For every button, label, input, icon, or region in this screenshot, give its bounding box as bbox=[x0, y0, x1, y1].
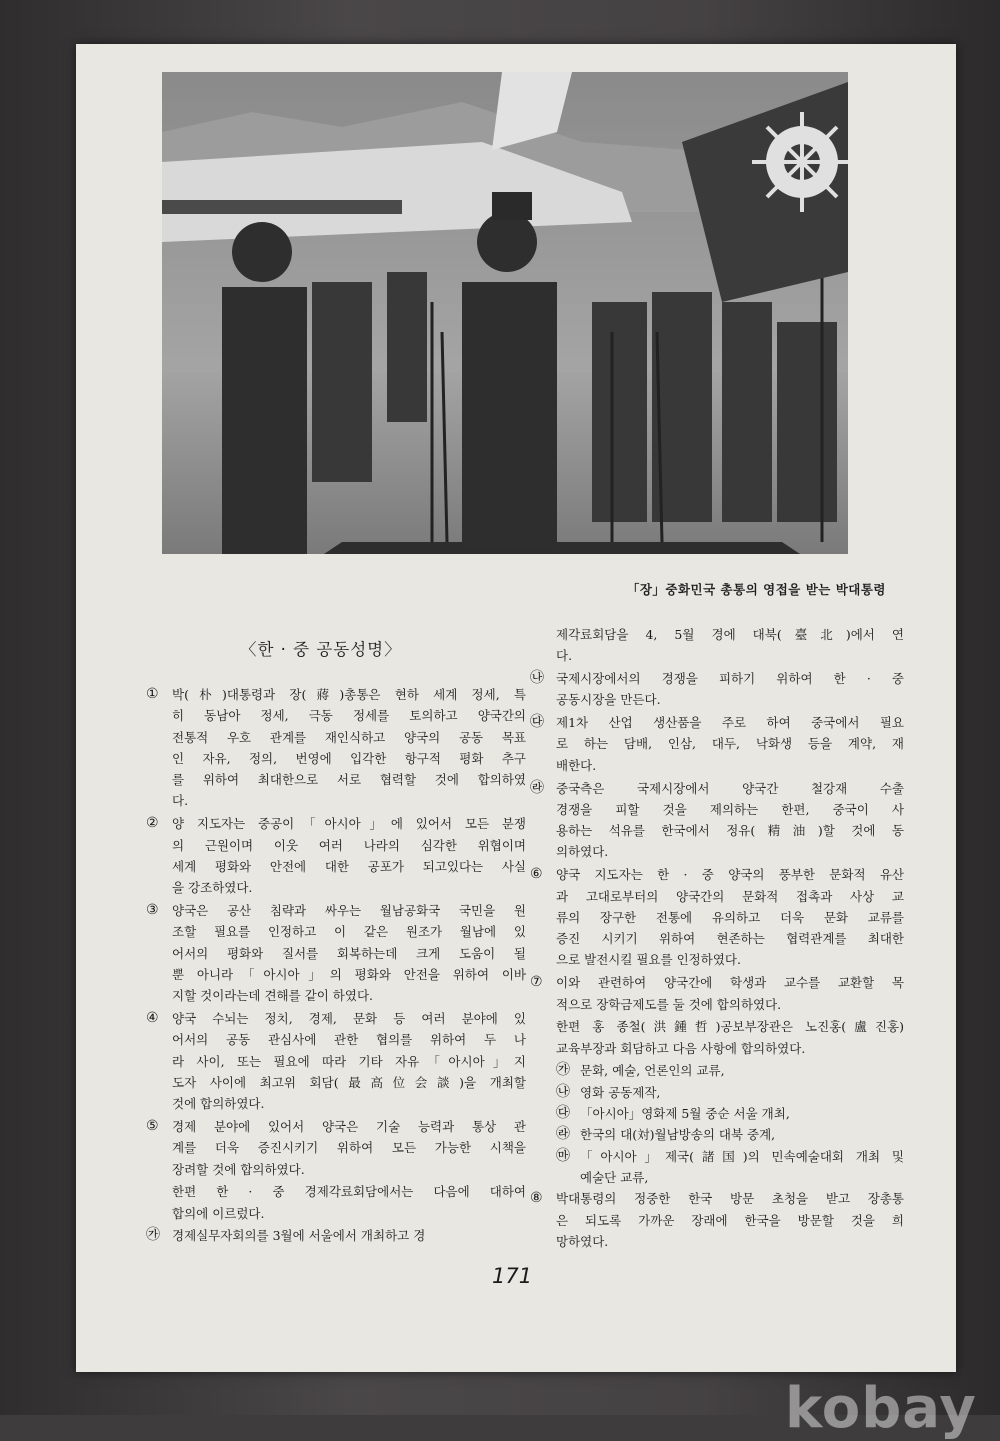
paragraph-text bbox=[172, 1116, 526, 1180]
paragraph-text bbox=[172, 1008, 526, 1114]
text-line: 증진 시키기 위하여 현존하는 협력관계를 최대한 bbox=[556, 931, 904, 947]
text-line: 「아시아」영화제 5월 중순 서울 개최, bbox=[580, 1106, 790, 1122]
paragraph-marker: ㉱ bbox=[556, 1126, 570, 1143]
text-line: 로 하는 담배, 인삼, 대두, 낙화생 등을 계약, 재 bbox=[556, 736, 904, 752]
text-line: 조할 필요를 인정하고 이 같은 원조가 월남에 있 bbox=[172, 924, 526, 940]
paragraph bbox=[530, 1082, 904, 1103]
paragraph-text bbox=[556, 778, 904, 863]
paragraph-marker: ㉰ bbox=[556, 1105, 570, 1122]
paragraph-text bbox=[580, 1124, 904, 1145]
page-number: 171 bbox=[492, 1264, 533, 1288]
text-line: 이와 관련하여 양국간에 학생과 교수를 교환할 목 bbox=[556, 975, 904, 991]
text-line: 인 자유, 정의, 번영에 입각한 항구적 평화 추구 bbox=[172, 750, 526, 766]
paragraph-marker: ⑤ bbox=[146, 1117, 159, 1134]
paragraph bbox=[146, 1225, 526, 1246]
paragraph-marker: ㉮ bbox=[146, 1227, 160, 1244]
text-line: 공동시장을 만든다. bbox=[556, 692, 661, 708]
paragraph-text bbox=[172, 813, 526, 898]
left-column bbox=[146, 684, 526, 1248]
text-line: 은 되도록 가까운 장래에 한국을 방문할 것을 희 bbox=[556, 1212, 904, 1228]
paragraph-text bbox=[556, 668, 904, 711]
text-line: 양 지도자는 중공이「아시아」에 있어서 모든 분쟁 bbox=[172, 816, 526, 832]
text-line: 의 근원이며 이웃 여러 나라의 심각한 위협이며 bbox=[172, 837, 526, 853]
text-line: 제1차 산업 생산품을 주로 하여 중국에서 필요 bbox=[556, 715, 904, 731]
paragraph-text bbox=[556, 864, 904, 970]
paragraph-text bbox=[556, 972, 904, 1015]
text-line: 예술단 교류, bbox=[580, 1169, 649, 1185]
paragraph-text bbox=[580, 1060, 904, 1081]
paragraph-marker: ⑦ bbox=[530, 974, 543, 991]
statement-heading: 〈한 · 중 공동성명〉 bbox=[240, 640, 402, 659]
text-line: 계를 더욱 증진시키기 위하여 모든 가능한 시책을 bbox=[172, 1140, 526, 1156]
paragraph-marker: ③ bbox=[146, 901, 159, 918]
paragraph bbox=[530, 668, 904, 711]
text-line: 것에 합의하였다. bbox=[172, 1096, 265, 1112]
text-line: 경쟁을 피할 것을 제의하는 한편, 중국이 사 bbox=[556, 801, 904, 817]
text-line: 양국 수뇌는 정치, 경제, 문화 등 여러 분야에 있 bbox=[172, 1010, 526, 1026]
paragraph-marker: ㉱ bbox=[530, 779, 544, 796]
text-line: 국제시장에서의 경쟁을 피하기 위하여 한 · 중 bbox=[556, 671, 904, 687]
paragraph bbox=[530, 972, 904, 1015]
paragraph bbox=[146, 900, 526, 1006]
text-line: 영화 공동제작, bbox=[580, 1084, 661, 1100]
text-line: 라 사이, 또는 필요에 따라 기타 자유「아시아」지 bbox=[172, 1053, 526, 1069]
text-line: 뿐 아니라「아시아」의 평화와 안전을 위하여 이바 bbox=[172, 966, 526, 982]
photo-caption: 「장」중화민국 총통의 영접을 받는 박대통령 bbox=[626, 582, 886, 597]
paragraph bbox=[530, 624, 904, 667]
paragraph-marker: ② bbox=[146, 815, 159, 832]
paragraph bbox=[146, 1008, 526, 1114]
text-line: 한편 한 · 중 경제각료회담에서는 다음에 대하여 bbox=[172, 1184, 526, 1200]
paragraph bbox=[146, 813, 526, 898]
paragraph-text bbox=[172, 1181, 526, 1224]
text-line: 를 위하여 최대한으로 서로 협력할 것에 합의하였 bbox=[172, 772, 526, 788]
paragraph bbox=[530, 864, 904, 970]
text-line: 의하였다. bbox=[556, 844, 609, 860]
text-line: 경제 분야에 있어서 양국은 기술 능력과 통상 관 bbox=[172, 1118, 526, 1134]
right-column bbox=[530, 624, 904, 1254]
text-line: 양국은 공산 침략과 싸우는 월남공화국 국민을 원 bbox=[172, 902, 526, 918]
text-line: 으로 발전시킬 필요를 인정하였다. bbox=[556, 952, 741, 968]
text-line: 배한다. bbox=[556, 757, 597, 773]
ceremony-photo bbox=[162, 72, 848, 554]
text-line: 제각료회담을 4, 5월 경에 대북(臺北)에서 연 bbox=[556, 627, 904, 642]
text-line: 교육부장과 회담하고 다음 사항에 합의하였다. bbox=[556, 1040, 806, 1056]
text-line: 지할 것이라는데 견해를 같이 하였다. bbox=[172, 988, 373, 1004]
paragraph-marker: ㉰ bbox=[530, 714, 544, 731]
text-line: 박대통령의 정중한 한국 방문 초청을 받고 장총통 bbox=[556, 1191, 904, 1207]
paragraph-text bbox=[556, 712, 904, 776]
paragraph-text bbox=[556, 624, 904, 667]
text-line: 류의 장구한 전통에 유의하고 더욱 문화 교류를 bbox=[556, 909, 904, 925]
text-line: 「아시아」제국(諸国)의 민속예술대회 개최 및 bbox=[580, 1148, 904, 1164]
paragraph-marker: ㉯ bbox=[530, 670, 544, 687]
text-line: 경제실무자회의를 3월에 서울에서 개최하고 경 bbox=[172, 1228, 426, 1244]
paragraph bbox=[530, 778, 904, 863]
paragraph-marker: ㉲ bbox=[556, 1147, 570, 1164]
paragraph-text bbox=[172, 684, 526, 812]
paragraph bbox=[530, 1188, 904, 1252]
text-line: 도자 사이에 최고위 회담(最高位会談)을 개최할 bbox=[172, 1074, 526, 1090]
paragraph bbox=[530, 1016, 904, 1059]
paragraph-text bbox=[580, 1146, 904, 1189]
paragraph bbox=[530, 1146, 904, 1189]
text-line: 다. bbox=[556, 648, 573, 664]
text-line: 문화, 예술, 언론인의 교류, bbox=[580, 1063, 725, 1079]
watermark-logo: kobay bbox=[785, 1376, 977, 1441]
text-line: 히 동남아 정세, 극동 정세를 토의하고 양국간의 bbox=[172, 708, 526, 724]
text-line: 한국의 대(対)월남방송의 대북 중계, bbox=[580, 1127, 776, 1143]
text-line: 용하는 석유를 한국에서 정유(精油)할 것에 동 bbox=[556, 823, 904, 839]
paragraph-text bbox=[556, 1016, 904, 1059]
text-line: 세계 평화와 안전에 대한 공포가 되고있다는 사실 bbox=[172, 858, 526, 874]
document-page bbox=[76, 44, 956, 1372]
text-line: 어서의 평화와 질서를 회복하는데 크게 도움이 될 bbox=[172, 945, 526, 961]
text-line: 장려할 것에 합의하였다. bbox=[172, 1161, 305, 1177]
text-line: 과 고대로부터의 양국간의 문화적 접촉과 사상 교 bbox=[556, 888, 904, 904]
paragraph-text bbox=[580, 1103, 904, 1124]
text-line: 양국 지도자는 한 · 중 양국의 풍부한 문화적 유산 bbox=[556, 867, 904, 883]
paragraph bbox=[146, 1181, 526, 1224]
paragraph-text bbox=[580, 1082, 904, 1103]
text-line: 합의에 이르렀다. bbox=[172, 1205, 265, 1221]
paragraph-text bbox=[172, 900, 526, 1006]
paragraph-marker: ㉮ bbox=[556, 1062, 570, 1079]
text-line: 다. bbox=[172, 793, 189, 809]
paragraph bbox=[530, 1124, 904, 1145]
text-line: 전통적 우호 관계를 재인식하고 양국의 공동 목표 bbox=[172, 729, 526, 745]
paragraph-marker: ④ bbox=[146, 1009, 159, 1026]
paragraph bbox=[530, 1103, 904, 1124]
text-line: 을 강조하였다. bbox=[172, 880, 253, 896]
text-line: 한편 홍 종철(洪鍾哲)공보부장관은 노진홍(盧진홍) bbox=[556, 1019, 904, 1035]
paragraph bbox=[146, 684, 526, 812]
text-line: 박(朴)대통령과 장(蔣)총통은 현하 세계 정세, 특 bbox=[172, 687, 526, 702]
text-line: 어서의 공동 관심사에 관한 협의를 위하여 두 나 bbox=[172, 1032, 526, 1048]
text-line: 중국측은 국제시장에서 양국간 철강재 수출 bbox=[556, 780, 904, 796]
paragraph-marker: ㉯ bbox=[556, 1083, 570, 1100]
paragraph bbox=[530, 1060, 904, 1081]
paragraph-marker: ⑥ bbox=[530, 866, 543, 883]
paragraph-marker: ⑧ bbox=[530, 1190, 543, 1207]
paragraph bbox=[530, 712, 904, 776]
paragraph-text bbox=[172, 1225, 526, 1246]
text-line: 망하였다. bbox=[556, 1233, 609, 1249]
paragraph-marker: ① bbox=[146, 686, 159, 702]
paragraph bbox=[146, 1116, 526, 1180]
text-line: 적으로 장학금제도를 둘 것에 합의하였다. bbox=[556, 996, 782, 1012]
paragraph-text bbox=[556, 1188, 904, 1252]
